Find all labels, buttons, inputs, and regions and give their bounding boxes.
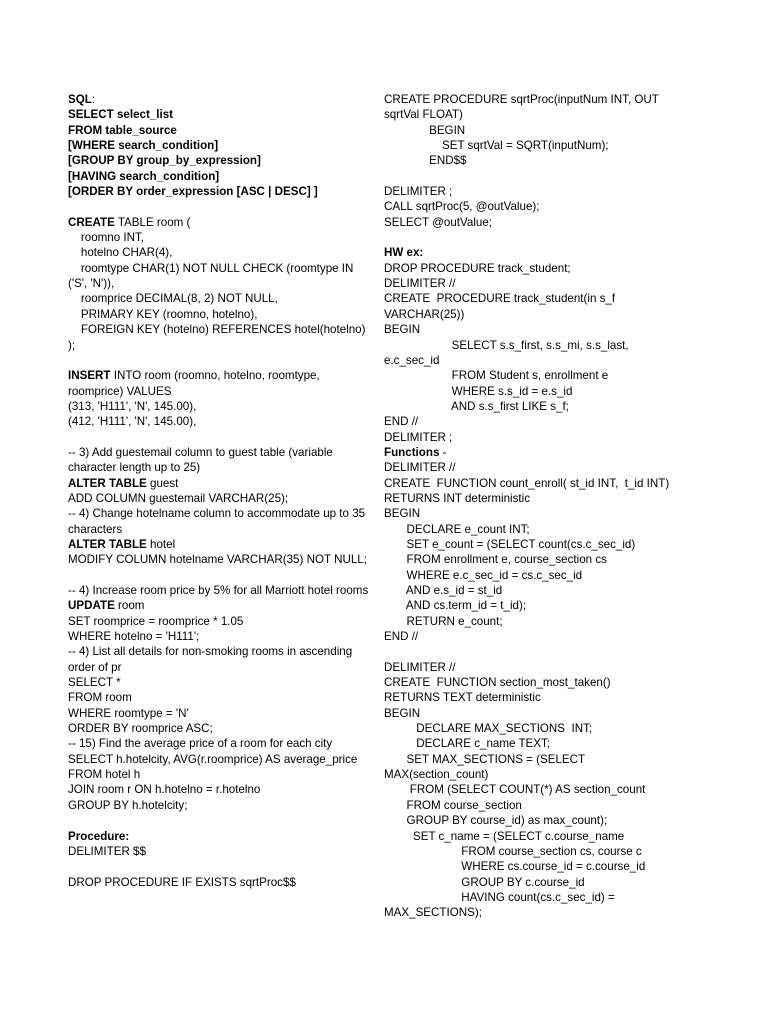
code-line bbox=[384, 568, 674, 583]
blank-line bbox=[68, 859, 368, 874]
code-text: sqrtVal FLOAT) bbox=[384, 108, 463, 122]
code-line bbox=[384, 261, 674, 276]
code-text: -- 4) List all details for non-smoking rooms in ascending bbox=[68, 645, 353, 659]
code-line bbox=[384, 844, 674, 859]
code-line bbox=[68, 583, 368, 598]
code-line bbox=[68, 123, 368, 138]
code-text: DECLARE MAX_SECTIONS INT; bbox=[384, 722, 593, 736]
code-text: (412, 'H111', 'N', 145.00), bbox=[68, 415, 197, 429]
code-text: CREATE FUNCTION count_enroll( st_id INT, t_id INT) bbox=[384, 476, 670, 490]
code-text: CREATE FUNCTION section_most_taken() bbox=[384, 676, 611, 690]
code-line bbox=[68, 138, 368, 153]
code-text: CREATE PROCEDURE sqrtProc(inputNum INT, OUT bbox=[384, 93, 659, 106]
code-text: SET c_name = (SELECT c.course_name bbox=[384, 829, 625, 843]
code-line bbox=[68, 338, 368, 353]
code-line bbox=[68, 230, 368, 245]
blank-line bbox=[68, 430, 368, 445]
code-line bbox=[68, 736, 368, 751]
code-line bbox=[384, 92, 674, 107]
code-line bbox=[384, 767, 674, 782]
keyword-text: SQL bbox=[68, 93, 92, 106]
code-line bbox=[68, 644, 368, 659]
code-text: MODIFY COLUMN hotelname VARCHAR(35) NOT NULL; bbox=[68, 553, 367, 567]
code-line bbox=[384, 798, 674, 813]
code-line bbox=[384, 506, 674, 521]
code-line bbox=[68, 875, 368, 890]
code-line bbox=[68, 552, 368, 567]
code-line bbox=[384, 215, 674, 230]
code-text: SELECT * bbox=[68, 676, 121, 690]
code-text: CALL sqrtProc(5, @outValue); bbox=[384, 200, 540, 214]
code-text: WHERE cs.course_id = c.course_id bbox=[384, 860, 646, 874]
code-text: hotelno CHAR(4), bbox=[68, 246, 173, 260]
code-line bbox=[384, 752, 674, 767]
code-text: BEGIN bbox=[384, 123, 466, 137]
code-line bbox=[384, 245, 674, 260]
code-text: roomprice) VALUES bbox=[68, 384, 172, 398]
code-text: BEGIN bbox=[384, 323, 421, 337]
code-text: DELIMITER // bbox=[384, 660, 456, 674]
code-text: room bbox=[114, 599, 145, 613]
code-line bbox=[68, 522, 368, 537]
code-line bbox=[384, 859, 674, 874]
code-line bbox=[384, 675, 674, 690]
code-text: characters bbox=[68, 522, 123, 536]
code-text: ADD COLUMN guestemail VARCHAR(25); bbox=[68, 491, 289, 505]
code-text: DELIMITER ; bbox=[384, 430, 453, 444]
code-line bbox=[68, 614, 368, 629]
blank-line bbox=[384, 230, 674, 245]
code-line bbox=[384, 199, 674, 214]
code-line bbox=[384, 153, 674, 168]
code-line bbox=[68, 675, 368, 690]
code-line bbox=[384, 460, 674, 475]
code-line bbox=[68, 92, 368, 107]
code-text: character length up to 25) bbox=[68, 461, 201, 475]
code-text: RETURNS INT deterministic bbox=[384, 491, 531, 505]
code-line bbox=[384, 368, 674, 383]
code-line bbox=[68, 276, 368, 291]
code-text: RETURN e_count; bbox=[384, 614, 503, 628]
code-line bbox=[68, 721, 368, 736]
code-text: FROM enrollment e, course_section cs bbox=[384, 553, 607, 567]
code-line bbox=[68, 184, 368, 199]
keyword-text: HW ex: bbox=[384, 246, 424, 260]
code-text: GROUP BY h.hotelcity; bbox=[68, 798, 188, 812]
code-text: GROUP BY course_id) as max_count); bbox=[384, 814, 608, 828]
code-text: roomno INT, bbox=[68, 231, 145, 245]
code-text: SELECT s.s_first, s.s_mi, s.s_last, bbox=[384, 338, 629, 352]
code-text: DECLARE e_count INT; bbox=[384, 522, 530, 536]
code-line bbox=[68, 368, 368, 383]
code-line bbox=[384, 399, 674, 414]
code-text: RETURNS TEXT deterministic bbox=[384, 691, 541, 705]
code-line bbox=[384, 384, 674, 399]
keyword-text: ALTER TABLE bbox=[68, 537, 147, 551]
code-text: MAX(section_count) bbox=[384, 768, 489, 782]
code-text: DELIMITER // bbox=[384, 461, 456, 475]
code-text: END // bbox=[384, 415, 419, 429]
code-line bbox=[384, 430, 674, 445]
code-line bbox=[384, 905, 674, 920]
code-line bbox=[384, 782, 674, 797]
code-text: GROUP BY c.course_id bbox=[384, 875, 585, 889]
code-text: SELECT h.hotelcity, AVG(r.roomprice) AS average_price bbox=[68, 752, 358, 766]
code-text: JOIN room r ON h.hotelno = r.hotelno bbox=[68, 783, 261, 797]
code-line bbox=[384, 583, 674, 598]
blank-line bbox=[68, 353, 368, 368]
code-text: e.c_sec_id bbox=[384, 353, 440, 367]
code-line bbox=[68, 384, 368, 399]
code-line bbox=[384, 736, 674, 751]
code-text: SET e_count = (SELECT count(cs.c_sec_id) bbox=[384, 537, 636, 551]
right-column bbox=[384, 92, 674, 921]
blank-line bbox=[68, 813, 368, 828]
code-line bbox=[68, 476, 368, 491]
code-line bbox=[68, 107, 368, 122]
code-line bbox=[68, 690, 368, 705]
code-text: hotel bbox=[146, 537, 176, 551]
code-text: order of pr bbox=[68, 660, 122, 674]
code-line bbox=[68, 506, 368, 521]
code-text: PRIMARY KEY (roomno, hotelno), bbox=[68, 307, 258, 321]
code-text: guest bbox=[146, 476, 179, 490]
code-text: DELIMITER $$ bbox=[68, 844, 146, 858]
code-text: CREATE PROCEDURE track_student(in s_f bbox=[384, 292, 616, 306]
code-text: DROP PROCEDURE IF EXISTS sqrtProc$$ bbox=[68, 875, 296, 889]
code-line bbox=[68, 460, 368, 475]
code-text: SELECT @outValue; bbox=[384, 215, 493, 229]
keyword-text: FROM table_source bbox=[68, 123, 177, 137]
code-text: BEGIN bbox=[384, 706, 421, 720]
code-text: FROM (SELECT COUNT(*) AS section_count bbox=[384, 783, 646, 797]
code-line bbox=[68, 706, 368, 721]
code-line bbox=[384, 184, 674, 199]
code-text: FOREIGN KEY (hotelno) REFERENCES hotel(hotelno) bbox=[68, 323, 366, 337]
code-text: WHERE roomtype = 'N' bbox=[68, 706, 189, 720]
code-line bbox=[384, 721, 674, 736]
code-line bbox=[384, 829, 674, 844]
code-text: WHERE s.s_id = e.s_id bbox=[384, 384, 573, 398]
code-line bbox=[68, 261, 368, 276]
code-line bbox=[384, 537, 674, 552]
code-text: DELIMITER // bbox=[384, 277, 456, 291]
code-line bbox=[68, 844, 368, 859]
code-text: END // bbox=[384, 630, 419, 644]
code-line bbox=[384, 491, 674, 506]
code-text: SET roomprice = roomprice * 1.05 bbox=[68, 614, 244, 628]
code-text: roomprice DECIMAL(8, 2) NOT NULL, bbox=[68, 292, 278, 306]
code-line bbox=[384, 445, 674, 460]
code-text: AND e.s_id = st_id bbox=[384, 584, 503, 597]
code-text: FROM course_section bbox=[384, 798, 522, 812]
code-line bbox=[384, 276, 674, 291]
code-text: FROM course_section cs, course c bbox=[384, 844, 642, 858]
code-line bbox=[384, 614, 674, 629]
code-line bbox=[384, 291, 674, 306]
code-line bbox=[68, 169, 368, 184]
code-text: VARCHAR(25)) bbox=[384, 307, 465, 321]
code-line bbox=[384, 353, 674, 368]
code-text: roomtype CHAR(1) NOT NULL CHECK (roomtype IN bbox=[68, 261, 354, 275]
code-line bbox=[384, 598, 674, 613]
code-line bbox=[68, 491, 368, 506]
code-text: INTO room (roomno, hotelno, roomtype, bbox=[110, 369, 320, 383]
code-text: HAVING count(cs.c_sec_id) = bbox=[384, 890, 615, 904]
blank-line bbox=[68, 199, 368, 214]
code-text: MAX_SECTIONS); bbox=[384, 906, 482, 920]
code-line bbox=[68, 414, 368, 429]
code-line bbox=[68, 782, 368, 797]
code-text: - bbox=[439, 445, 447, 459]
code-text: SET MAX_SECTIONS = (SELECT bbox=[384, 752, 586, 766]
code-text: BEGIN bbox=[384, 507, 421, 521]
code-line bbox=[68, 767, 368, 782]
code-line bbox=[384, 552, 674, 567]
code-line bbox=[384, 123, 674, 138]
code-line bbox=[384, 476, 674, 491]
code-line bbox=[68, 307, 368, 322]
code-line bbox=[68, 629, 368, 644]
blank-line bbox=[384, 644, 674, 659]
code-line bbox=[384, 522, 674, 537]
code-line bbox=[68, 829, 368, 844]
keyword-text: [GROUP BY group_by_expression] bbox=[68, 154, 261, 168]
code-line bbox=[68, 660, 368, 675]
keyword-text: [HAVING search_condition] bbox=[68, 169, 220, 183]
code-text: WHERE hotelno = 'H111'; bbox=[68, 630, 200, 644]
code-text: : bbox=[91, 93, 96, 106]
code-text: -- 4) Change hotelname column to accommodate up to 35 bbox=[68, 507, 366, 521]
code-line bbox=[68, 445, 368, 460]
code-text: WHERE e.c_sec_id = cs.c_sec_id bbox=[384, 568, 583, 582]
code-line bbox=[68, 153, 368, 168]
code-line bbox=[68, 245, 368, 260]
code-text: DROP PROCEDURE track_student; bbox=[384, 261, 571, 275]
keyword-text: UPDATE bbox=[68, 599, 115, 613]
keyword-text: Functions bbox=[384, 445, 440, 459]
code-line bbox=[68, 291, 368, 306]
code-text: ('S', 'N')), bbox=[68, 277, 115, 291]
code-text: SET sqrtVal = SQRT(inputNum); bbox=[384, 139, 609, 153]
left-column bbox=[68, 92, 368, 890]
code-text: FROM hotel h bbox=[68, 768, 141, 782]
code-line bbox=[384, 414, 674, 429]
code-text: END$$ bbox=[384, 154, 467, 168]
code-line bbox=[68, 399, 368, 414]
code-line bbox=[384, 890, 674, 905]
code-line bbox=[68, 322, 368, 337]
code-text: -- 15) Find the average price of a room for each city bbox=[68, 737, 333, 751]
keyword-text: CREATE bbox=[68, 215, 115, 229]
keyword-text: [WHERE search_condition] bbox=[68, 139, 219, 153]
code-text: FROM room bbox=[68, 691, 132, 705]
code-text: (313, 'H111', 'N', 145.00), bbox=[68, 399, 197, 413]
code-line bbox=[384, 322, 674, 337]
code-line bbox=[68, 752, 368, 767]
code-line bbox=[384, 706, 674, 721]
code-text: AND s.s_first LIKE s_f; bbox=[384, 399, 569, 413]
keyword-text: SELECT select_list bbox=[68, 108, 174, 122]
code-text: ); bbox=[68, 338, 76, 352]
code-text: FROM Student s, enrollment e bbox=[384, 369, 609, 383]
code-line bbox=[68, 598, 368, 613]
code-line bbox=[384, 813, 674, 828]
code-line bbox=[68, 537, 368, 552]
code-line bbox=[384, 138, 674, 153]
code-line bbox=[384, 690, 674, 705]
keyword-text: Procedure: bbox=[68, 829, 130, 843]
code-line bbox=[384, 629, 674, 644]
keyword-text: [ORDER BY order_expression [ASC | DESC] ] bbox=[68, 185, 318, 199]
code-text: DELIMITER ; bbox=[384, 185, 453, 199]
code-line bbox=[384, 307, 674, 322]
code-line bbox=[68, 798, 368, 813]
keyword-text: ALTER TABLE bbox=[68, 476, 147, 490]
code-text: -- 3) Add guestemail column to guest table (variable bbox=[68, 445, 333, 459]
code-line bbox=[384, 875, 674, 890]
code-line bbox=[384, 107, 674, 122]
code-line bbox=[68, 215, 368, 230]
keyword-text: INSERT bbox=[68, 369, 111, 383]
code-line bbox=[384, 338, 674, 353]
code-text: TABLE room ( bbox=[114, 215, 191, 229]
code-text: -- 4) Increase room price by 5% for all Marriott hotel rooms bbox=[68, 584, 369, 597]
blank-line bbox=[68, 568, 368, 583]
code-text: ORDER BY roomprice ASC; bbox=[68, 722, 213, 736]
code-line bbox=[384, 660, 674, 675]
code-text: DECLARE c_name TEXT; bbox=[384, 737, 551, 751]
code-text: AND cs.term_id = t_id); bbox=[384, 599, 527, 613]
blank-line bbox=[384, 169, 674, 184]
